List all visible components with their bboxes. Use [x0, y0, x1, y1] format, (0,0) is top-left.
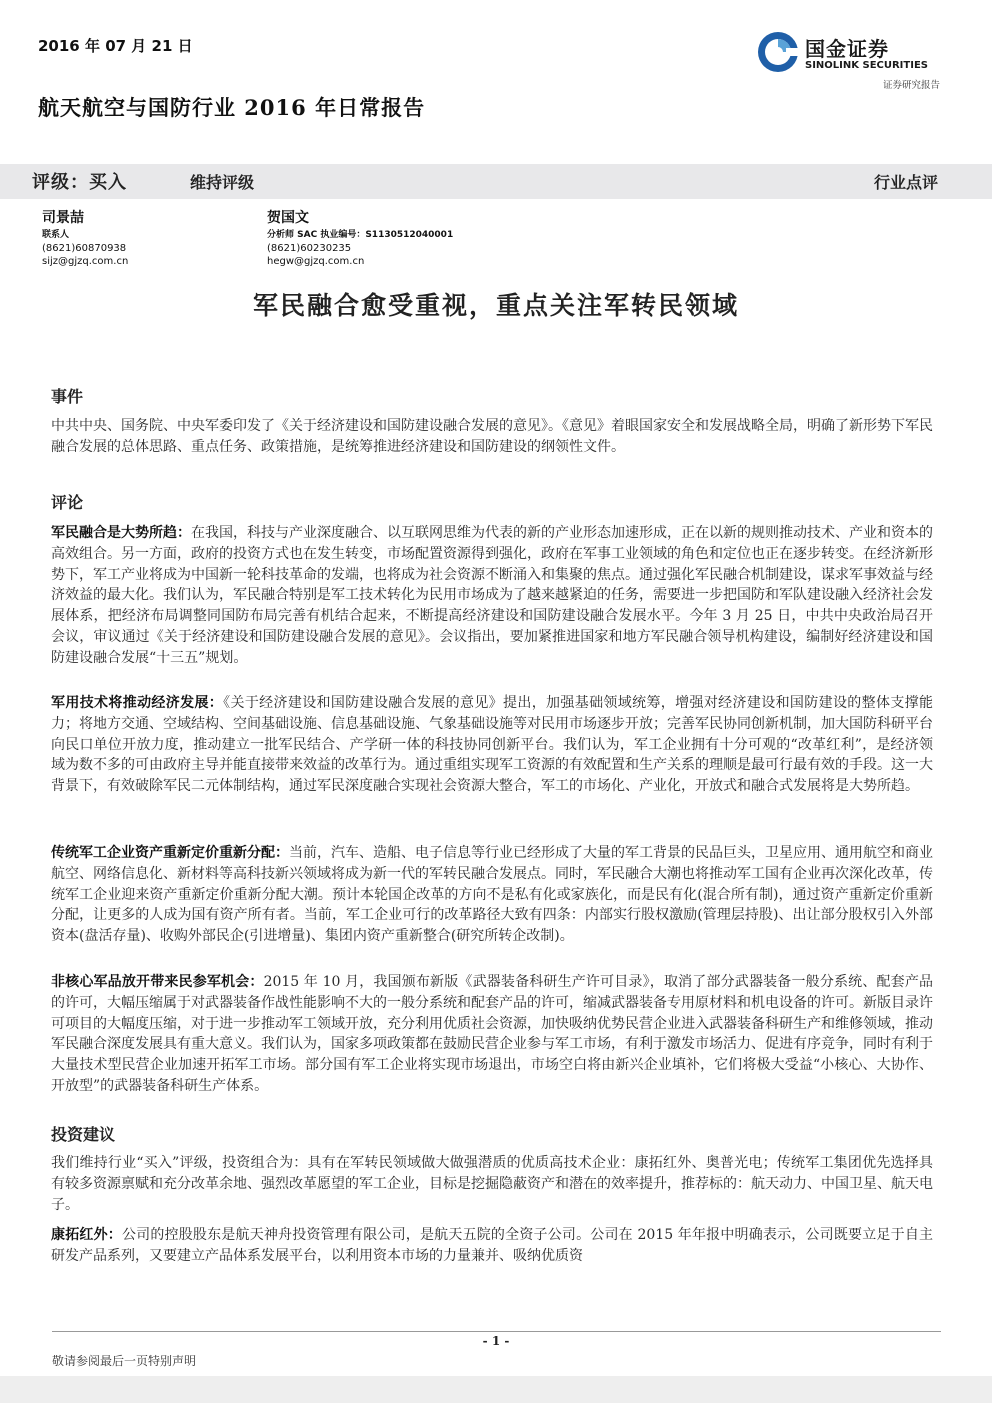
paragraph-lead: 军用技术将推动经济发展：: [51, 695, 224, 711]
section-heading-invest: 投资建议: [51, 1125, 116, 1144]
company-paragraph: [51, 1225, 933, 1267]
analyst-contact: [42, 208, 128, 268]
paragraph-body: 《关于经济建设和国防建设融合发展的意见》提出，加强基础领域统筹，增强对经济建设和国防建设的整体支撑能力；将地方交通、空域结构、空间基础设施、信息基础设施、气象基础设施等对民用市场逐步开放；完善军民协同创新机制，加大国防科研平台向民口单位开放力度，推动建立一批军民结合、产学研一体的科技协同创新平台。我们认为，军工企业拥有十分可观的“改革红利”，是经济领域为数不多的可由政府主导并能直接带来效益的改革行为。通过重组实现军工资源的有效配置和生产关系的理顺是最可行最有效的手段。这一大背景下，有效破除军民二元体制结构，通过军民深度融合实现社会资源大整合，军工的市场化、产业化，开放式和融合式发展将是大势所趋。: [51, 695, 934, 795]
analyst-phone: (8621)60870938: [42, 243, 127, 254]
logo-subtitle: 证券研究报告: [882, 80, 940, 91]
comment-paragraph: [51, 972, 933, 1097]
analyst-role: 分析师 SAC 执业编号：S1130512040001: [267, 230, 454, 240]
analyst-phone: (8621)60230235: [267, 243, 352, 254]
analyst-role: 联系人: [42, 230, 70, 240]
section-heading-event: 事件: [51, 387, 84, 406]
bottom-band: [0, 1376, 992, 1403]
report-type: 行业点评: [873, 173, 938, 192]
rating-bar: [0, 164, 992, 199]
sinolink-logo-icon: [756, 30, 800, 74]
report-headline: 军民融合愈受重视，重点关注军转民领域: [252, 291, 739, 320]
analyst-contact: [267, 208, 453, 268]
section-heading-comment: 评论: [51, 493, 84, 512]
paragraph-lead: 非核心军品放开带来民参军机会：: [51, 974, 264, 990]
analyst-email[interactable]: hegw@gjzq.com.cn: [267, 256, 365, 267]
logo-chinese-name: 国金证券: [805, 37, 889, 61]
paragraph-lead: 康拓红外：: [51, 1227, 122, 1243]
rating-label: 评级：买入: [32, 172, 127, 193]
comment-paragraph: [51, 693, 933, 797]
logo-english-name: SINOLINK SECURITIES: [805, 60, 928, 71]
paragraph-body: 在我国，科技与产业深度融合、以互联网思维为代表的新的产业形态加速形成，正在以新的规则推动技术、产业和资本的高效组合。另一方面，政府的投资方式也在发生转变，市场配置资源得到强化，政府在军事工业领域的角色和定位也正在逐步转变。在经济新形势下，军工产业将成为中国新一轮科技革命的发端，也将成为社会资源不断涌入和集聚的焦点。通过强化军民融合机制建设，谋求军事效益与经济效益的最大化。我们认为，军民融合特别是军工技术转化为民用市场成为了越来越紧迫的任务，需要进一步把国防和军队建设融入经济社会发展体系，把经济布局调整同国防布局完善有机结合起来，不断提高经济建设和国防建设融合发展水平。今年 3 月 25 日，中共中央政治局召开会议，审议通过《关于经济建设和国防建设融合发展的意见》。会议指出，要加紧推进国家和地方军民融合领导机构建设，编制好经济建设和国防建设融合发展“十三五”规划。: [51, 525, 933, 666]
company-logo: [756, 30, 946, 92]
paragraph-body: 2015 年 10 月，我国颁布新版《武器装备科研生产许可目录》，取消了部分武器装备一般分系统、配套产品的许可，大幅压缩属于对武器装备作战性能影响不大的一般分系统和配套产品的许可，缩减武器装备专用原材料和机电设备的许可。新版目录许可项目的大幅度压缩，对于进一步推动军工领域开放，充分利用优质社会资源，加快吸纳优势民营企业进入武器装备科研生产和维修领域，推动军民融合深度发展具有重大意义。我们认为，国家多项政策都在鼓励民营企业参与军工市场，有利于激发市场活力、促进有序竞争，同时有利于大量技术型民营企业加速开拓军工市场。部分国有军工企业将实现市场退出，市场空白将由新兴企业填补，它们将极大受益“小核心、大协作、开放型”的武器装备科研生产体系。: [51, 974, 934, 1094]
analyst-name: 司景喆: [42, 210, 84, 226]
paragraph-body: 公司的控股股东是航天神舟投资管理有限公司，是航天五院的全资子公司。公司在 2015 年年报中明确表示，公司既要立足于自主研发产品系列，又要建立产品体系发展平台，以利用资本市场的力量兼并、吸纳优质资: [51, 1227, 934, 1264]
footer-divider: [52, 1331, 941, 1332]
report-date: 2016 年 07 月 21 日: [38, 37, 193, 55]
page-number: - 1 -: [482, 1334, 510, 1348]
paragraph-lead: 传统军工企业资产重新定价重新分配：: [51, 845, 289, 861]
analyst-email[interactable]: sijz@gjzq.com.cn: [42, 256, 129, 267]
paragraph-body: 当前，汽车、造船、电子信息等行业已经形成了大量的军工背景的民品巨头，卫星应用、通用航空和商业航空、网络信息化、新材料等高科技新兴领域将成为新一代的军转民融合发展点。同时，军民融合大潮也将推动军工国有企业再次深化改革，传统军工企业迎来资产重新定价重新分配大潮。预计本轮国企改革的方向不是私有化或家族化，而是民有化(混合所有制)，通过资产重新定价重新分配，让更多的人成为国有资产所有者。当前，军工企业可行的改革路径大致有四条：内部实行股权激励(管理层持股)、出让部分股权引入外部资本(盘活存量)、收购外部民企(引进增量)、集团内资产重新整合(研究所转企改制)。: [51, 845, 933, 945]
paragraph-lead: 军民融合是大势所趋：: [51, 525, 191, 541]
footer-disclaimer: 敬请参阅最后一页特别声明: [52, 1354, 197, 1368]
comment-paragraph: [51, 843, 933, 947]
report-title: 航天航空与国防行业 2016 年日常报告: [38, 95, 426, 120]
invest-paragraph: 我们维持行业“买入”评级，投资组合为：具有在军转民领域做大做强潜质的优质高技术企业：康拓红外、奥普光电；传统军工集团优先选择具有较多资源禀赋和充分改革余地、强烈改革愿望的军工企业，目标是挖掘隐蔽资产和潜在的效率提升，推荐标的：航天动力、中国卫星、航天电子。: [51, 1155, 933, 1213]
rating-action: 维持评级: [190, 173, 255, 192]
comment-paragraph: [51, 523, 933, 669]
event-paragraph: 中共中央、国务院、中央军委印发了《关于经济建设和国防建设融合发展的意见》。《意见》着眼国家安全和发展战略全局，明确了新形势下军民融合发展的总体思路、重点任务、政策措施，是统筹推进经济建设和国防建设的纲领性文件。: [51, 418, 933, 455]
analyst-name: 贺国文: [267, 210, 309, 226]
